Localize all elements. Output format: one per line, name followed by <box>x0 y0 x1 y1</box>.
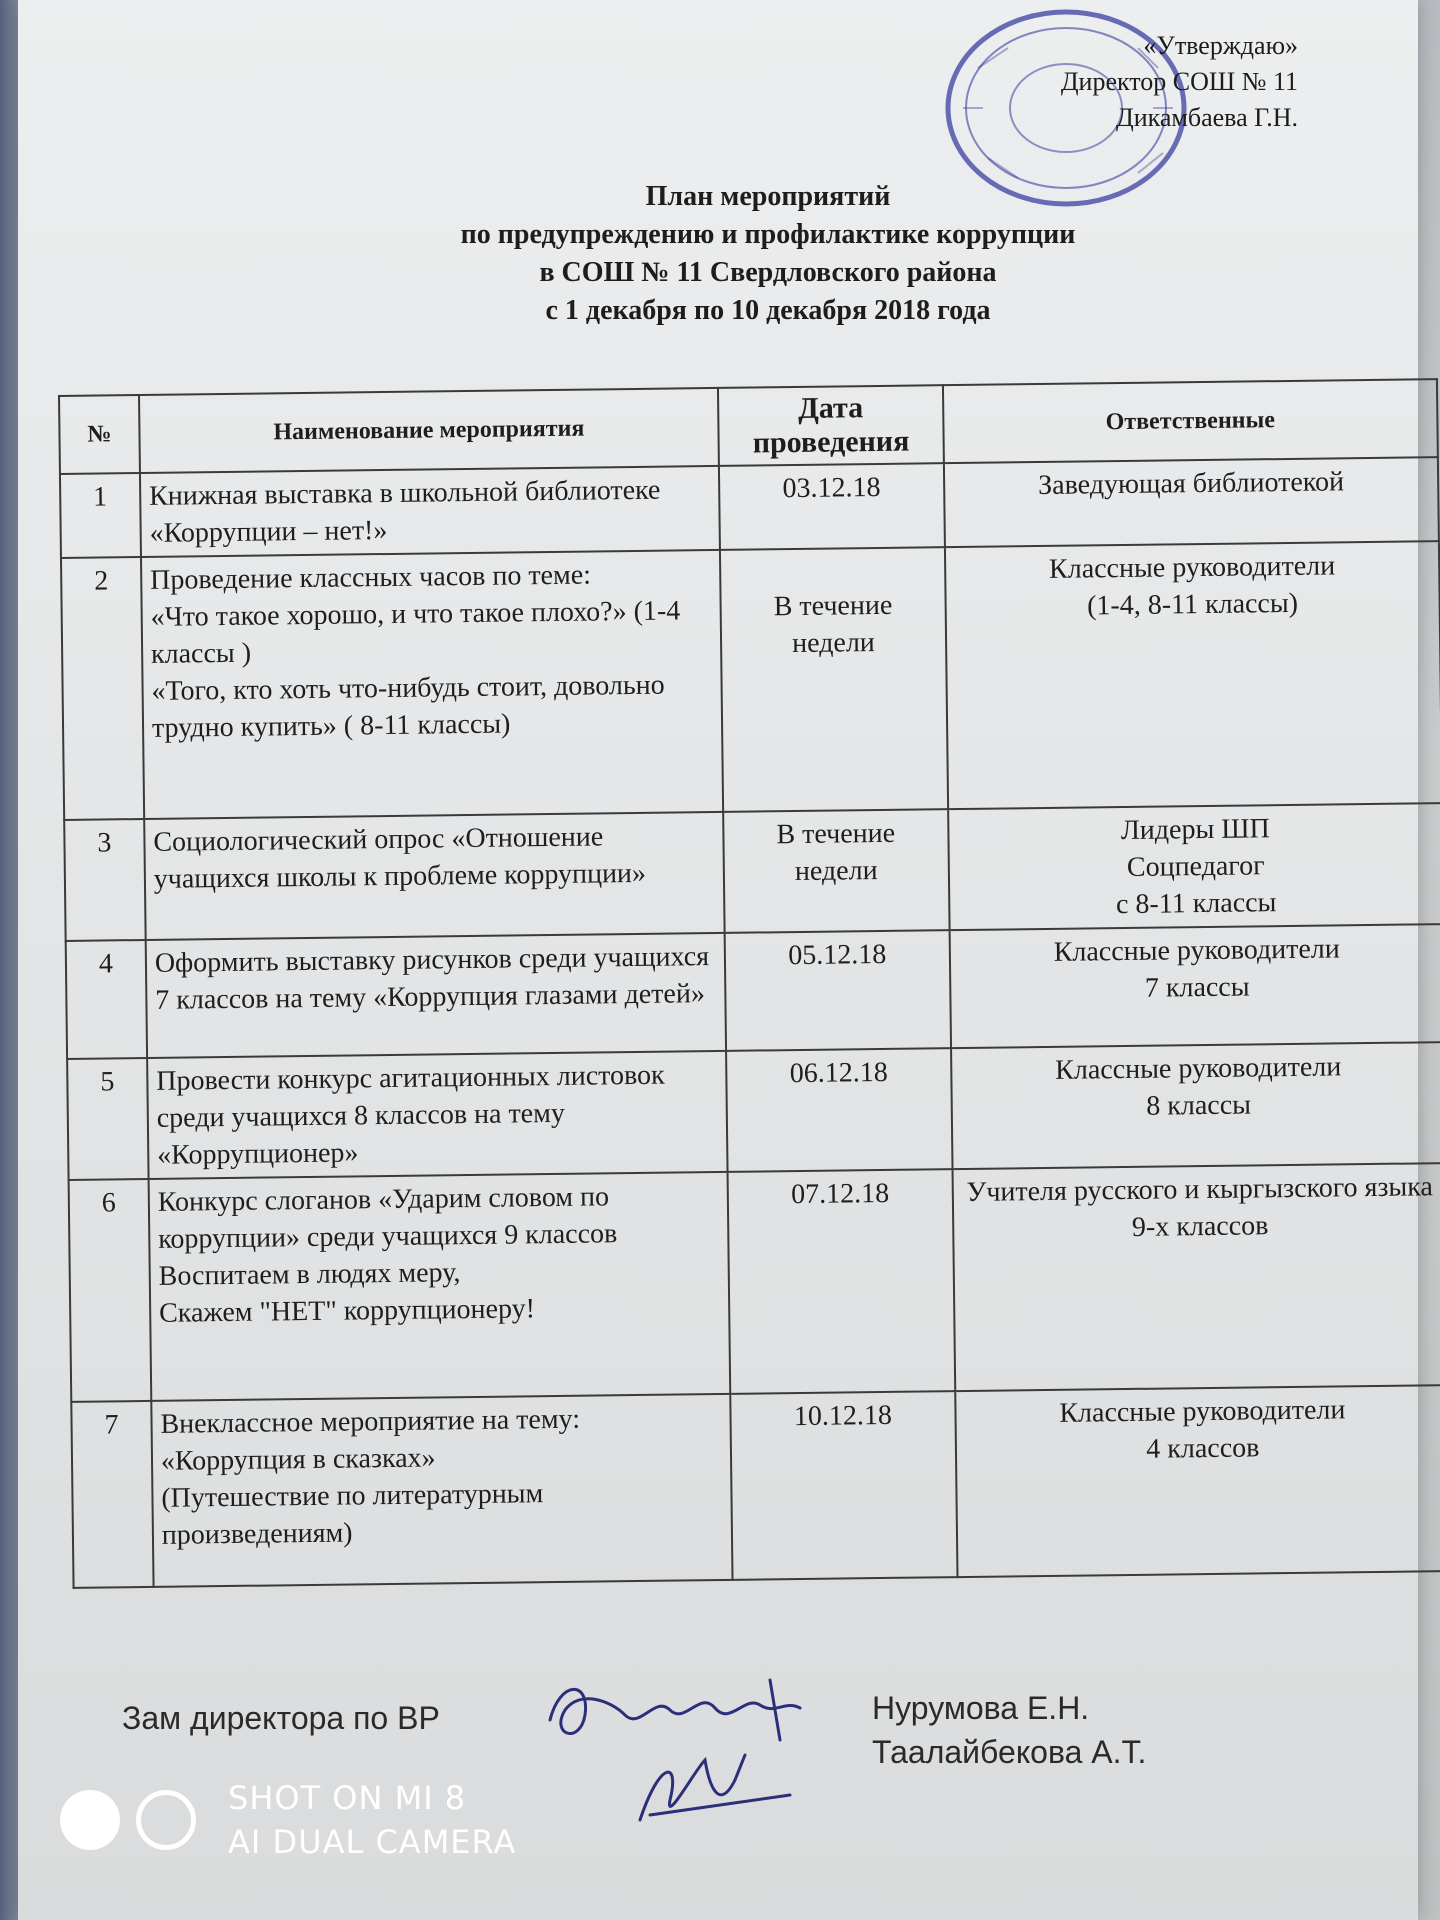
header-responsible: Ответственные <box>943 379 1438 463</box>
row-number: 7 <box>71 1401 153 1588</box>
row-event-name: Книжная выставка в школьной библиотеке «Коррупции – нет!» <box>140 466 720 557</box>
header-date: Дата проведения <box>718 385 944 466</box>
row-event-name: Внеклассное мероприятие на тему: «Коррупция в сказках» (Путешествие по литературным произведениям) <box>151 1394 732 1587</box>
watermark-ring-icon <box>136 1790 196 1850</box>
row-number: 3 <box>64 819 145 941</box>
row-number: 4 <box>66 940 147 1059</box>
watermark-dot-icon <box>60 1790 120 1850</box>
row-date: 03.12.18 <box>719 463 945 550</box>
document-sheet <box>18 0 1434 1920</box>
title-line-1: План мероприятий <box>645 181 891 212</box>
approval-line-1: «Утверждаю» <box>1143 31 1298 60</box>
title-line-3: в СОШ № 11 Свердловского района <box>539 257 997 288</box>
row-date: 05.12.18 <box>725 930 951 1051</box>
footer-role: Зам директора по ВР <box>122 1700 440 1736</box>
camera-watermark <box>60 1776 580 1886</box>
approval-line-3: Дикамбаева Г.Н. <box>1115 103 1298 132</box>
table-row <box>66 924 1440 1059</box>
footer-name-2: Таалайбекова А.Т. <box>872 1734 1147 1770</box>
row-event-name: Социологический опрос «Отношение учащихся школы к проблеме коррупции» <box>144 812 724 940</box>
row-date: 06.12.18 <box>726 1048 952 1172</box>
approval-block <box>978 28 1298 136</box>
row-event-name: Оформить выставку рисунков среди учащихся 7 классов на тему «Коррупция глазами детей» <box>146 933 726 1058</box>
approval-line-2: Директор СОШ № 11 <box>1060 67 1298 96</box>
row-responsible: Классные руководители 4 классов <box>955 1385 1440 1577</box>
events-table <box>58 378 1440 1589</box>
row-date: 10.12.18 <box>730 1391 957 1580</box>
row-number: 2 <box>61 557 144 820</box>
row-number: 6 <box>69 1179 152 1402</box>
footer-name-1: Нурумова Е.Н. <box>872 1690 1090 1726</box>
row-responsible: Классные руководители (1-4, 8-11 классы) <box>945 541 1440 809</box>
watermark-line-1: SHOT ON MI 8 <box>228 1779 467 1817</box>
row-event-name: Провести конкурс агитационных листовок среди учащихся 8 классов на тему «Коррупционер» <box>147 1051 727 1179</box>
table-row <box>64 803 1440 941</box>
row-event-name: Конкурс слоганов «Ударим словом по коррупции» среди учащихся 9 классов Воспитаем в людях меру, Скажем "НЕТ" коррупционеру! <box>148 1172 730 1401</box>
watermark-text <box>228 1776 516 1864</box>
row-event-name: Проведение классных часов по теме: «Что такое хорошо, и что такое плохо?» (1-4 классы ) «Того, кто хоть что-нибудь стоит, довольно трудно купить» ( 8-11 классы) <box>141 550 723 819</box>
row-responsible: Учителя русского и кыргызского языка 9-х классов <box>952 1163 1440 1391</box>
table-row <box>69 1163 1440 1402</box>
watermark-line-2: AI DUAL CAMERA <box>228 1823 517 1861</box>
header-number: № <box>59 395 140 474</box>
table-row <box>71 1385 1440 1588</box>
row-number: 5 <box>67 1058 148 1180</box>
table-row <box>61 541 1440 820</box>
row-number: 1 <box>60 473 141 558</box>
row-responsible: Лидеры ШП Соцпедагог с 8-11 классы <box>948 803 1440 930</box>
document-title <box>318 178 1218 330</box>
row-date: В течение недели <box>720 547 948 812</box>
title-line-4: с 1 декабря по 10 декабря 2018 года <box>545 295 991 326</box>
table-row <box>67 1042 1440 1180</box>
footer-names <box>872 1686 1146 1774</box>
row-responsible: Классные руководители 7 классы <box>949 924 1440 1048</box>
row-responsible: Классные руководители 8 классы <box>951 1042 1440 1169</box>
row-date: 07.12.18 <box>727 1169 955 1394</box>
row-responsible: Заведующая библиотекой <box>944 457 1439 547</box>
header-event-name: Наименование мероприятия <box>139 388 719 473</box>
title-line-2: по предупреждению и профилактике коррупции <box>460 219 1076 250</box>
row-date: В течение недели <box>723 809 949 933</box>
